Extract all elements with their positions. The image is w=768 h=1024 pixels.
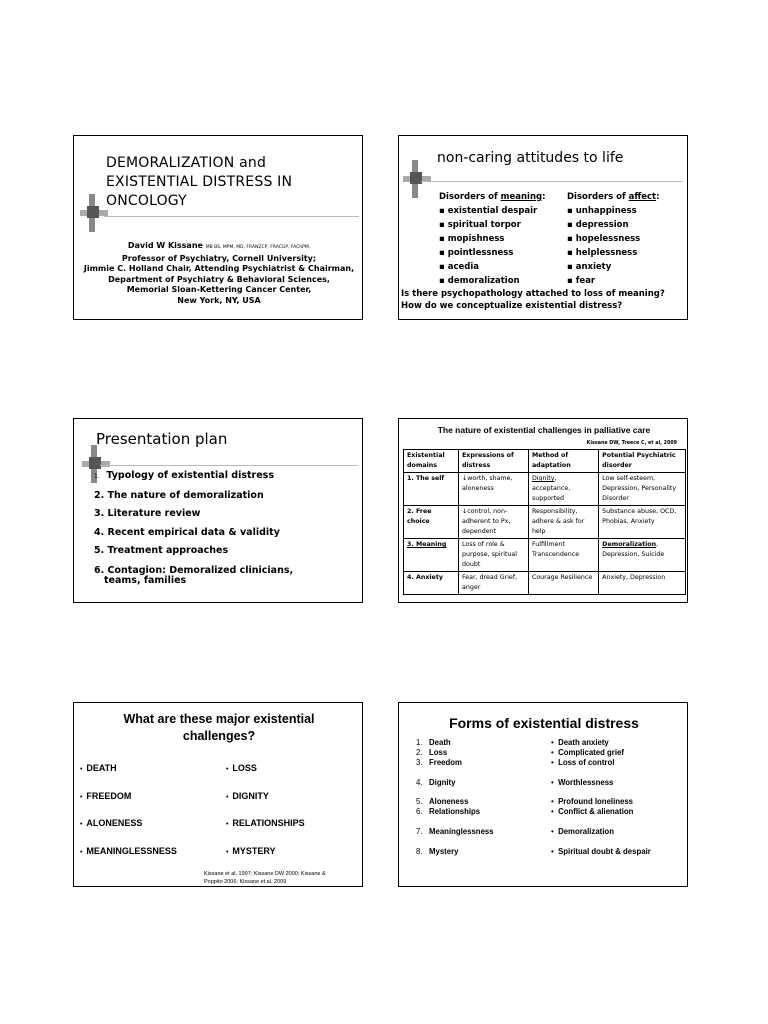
list-item: ▪ existential despair [439,204,546,218]
list-item [416,847,459,857]
list-item: ▪ pointlessness [439,246,546,260]
cell-text: Courage Resilience [531,574,593,581]
slide-forms-of-distress [398,702,688,887]
author-affiliation: Department of Psychiatry & Behavioral Sciences, [108,274,330,284]
header-text: : [542,192,546,202]
table-cell: 4. Anxiety [404,572,459,595]
question-text: Is there psychopathology attached to loss of meaning? [401,289,665,299]
list-item: ▪ helplessness [567,246,660,260]
table-cell [528,539,598,572]
list-item: ▪ hopelessness [567,232,660,246]
plan-list [94,467,293,586]
table-header-cell: Existential domains [404,450,459,473]
item-number: 6. [416,807,423,816]
question-text: How do we conceptualize existential distress? [401,301,623,311]
table-cell [599,539,686,572]
item-number: 8. [416,847,423,856]
underlined-text: Demoralization [602,541,657,548]
list-item: • Complicated grief [551,748,624,758]
table-row [404,539,686,572]
title-line: challenges? [182,729,256,743]
table-row [404,473,686,506]
author-affiliation: New York, NY, USA [177,295,261,305]
list-item: ▪ depression [567,218,660,232]
cell-text: Anxiety, Depression [602,574,666,581]
title-line: What are these major existential [123,712,315,726]
table-cell: 2. Free choice [404,506,459,539]
list-item: • LOSS [226,763,257,773]
item-number: 2. [416,748,423,757]
list-item: • FREEDOM [80,791,131,801]
underlined-text: Dignity [531,475,555,482]
underlined-text: 3. Meaning [407,541,447,548]
affect-disorders-list [567,190,660,288]
item-number: 7. [416,827,423,836]
list-item: ▪ anxiety [567,260,660,274]
reference-text: Poppito 2006; Kissane et al, 2009 [204,878,287,885]
author-affiliation: Jimmie C. Holland Chair, Attending Psychiatrist & Chairman, [83,264,355,273]
item-text: Mystery [429,847,459,856]
header-text: : [656,192,660,202]
item-text: Aloneness [429,797,469,806]
table-cell [404,539,459,572]
list-item: • Demoralization [551,827,614,837]
author-affiliation: Memorial Sloan-Kettering Cancer Center, [126,285,312,294]
slide-title-text [106,154,346,211]
slide-existential-challenges-table [398,418,688,603]
list-item: • Spiritual doubt & despair [551,847,651,857]
list-item: • Conflict & alienation [551,807,633,817]
cell-text: Fulfillment Transcendence [531,541,580,558]
list-item: ▪ unhappiness [567,204,660,218]
list-item: • Death anxiety [551,738,609,748]
list-item: 4. Recent empirical data & validity [94,526,280,538]
item-number: 1. [416,738,423,747]
list-item: • Profound loneliness [551,797,633,807]
title-line: EXISTENTIAL DISTRESS IN [106,174,293,190]
list-item [416,738,451,748]
item-text: Meaninglessness [429,827,494,836]
slide-title-text: non-caring attitudes to life [437,150,624,166]
table-cell: Loss of role & purpose, spiritual doubt [459,539,529,572]
table-cell: 1. The self [404,473,459,506]
list-item: ▪ fear [567,274,660,288]
item-text: Death [429,738,451,747]
header-text: Disorders of [567,192,629,202]
list-item: • ALONENESS [80,818,142,828]
author-degrees: MB BS, MPM, MD, FRANZCP, FRACGP, FAChPM. [205,245,311,250]
author-name: David W Kissane [127,241,203,250]
item-text: Freedom [429,758,462,767]
table-header-cell: Potential Psychiatric disorder [599,450,686,473]
header-text: Disorders of [439,192,501,202]
slide-title-text: Presentation plan [96,430,228,448]
table-cell [528,506,598,539]
slide-title [73,135,363,320]
divider [104,216,359,217]
slide-non-caring-attitudes [398,135,688,320]
list-item [416,758,462,768]
table-cell [599,572,686,595]
table-header-cell: Expressions of distress [459,450,529,473]
table-cell [528,572,598,595]
table-row [404,506,686,539]
list-item: 5. Treatment approaches [94,545,229,556]
list-item: • DEATH [80,763,117,773]
list-item: • Loss of control [551,758,614,768]
list-item: ▪ mopishness [439,232,546,246]
item-text: teams, families [104,574,187,586]
decorative-cross-icon [403,160,433,200]
divider [100,465,358,466]
meaning-disorders-list [439,190,546,288]
author-block [74,241,363,306]
item-number: 5. [416,797,423,806]
slide-title-text: The nature of existential challenges in palliative care [437,425,651,435]
table-cell [599,473,686,506]
item-text: Typology of existential distress [106,470,274,481]
header-keyword: affect [628,192,657,202]
table-row [404,572,686,595]
reference-text: Kissane et al, 1997; Kissane DW 2000; Kissane & [204,871,326,877]
header-keyword: meaning [500,192,543,202]
list-item [94,566,293,586]
item-number: 4. [416,778,423,787]
title-line: ONCOLOGY [106,193,187,209]
cell-text: Responsibility, adhere & ask for help [531,508,585,535]
table-header-cell: Method of adaptation [528,450,598,473]
list-item: 2. The nature of demoralization [94,489,264,501]
title-line: DEMORALIZATION and [106,155,267,171]
list-item: • DIGNITY [226,791,269,801]
item-text: Dignity [429,778,456,787]
list-item: • Worthlessness [551,778,613,788]
cell-text: , Depression, Suicide [602,541,665,558]
list-item: • RELATIONSHIPS [226,818,305,828]
table-cell [599,506,686,539]
author-affiliation: Professor of Psychiatry, Cornell University; [121,253,317,263]
cell-text: Low self-esteem, Depression, Personality Disorder [602,475,677,502]
table-cell: ↓worth, shame, aloneness [459,473,529,506]
item-number: 1. [94,473,100,480]
list-item [94,467,293,487]
challenges-table [403,449,686,595]
table-header-row [404,450,686,473]
item-text: Loss [429,748,448,757]
list-item: ▪ demoralization [439,274,546,288]
citation: Kissane DW, Treece C, et al, 2009 [586,441,677,446]
cell-text: Substance abuse, OCD, Phobias, Anxiety [602,508,677,525]
list-item: • MEANINGLESSNESS [80,846,177,856]
list-item: ▪ spiritual torpor [439,218,546,232]
table-cell [528,473,598,506]
divider [421,181,683,182]
list-item [416,748,447,758]
item-number: 3. [416,758,423,767]
item-text: Relationships [429,807,481,816]
item-text: 6. Contagion: Demoralized clinicians, [94,564,294,576]
slide-presentation-plan [73,418,363,603]
list-item: 3. Literature review [94,508,201,519]
slide-major-challenges [73,702,363,887]
list-item: • MYSTERY [226,846,276,856]
cell-text: , acceptance, supported [531,475,571,502]
list-item [416,797,468,807]
list-item: ▪ acedia [439,260,546,274]
references [204,871,326,886]
table-cell: Fear, dread Grief, anger [459,572,529,595]
list-item [416,807,480,817]
table-cell: ↓control, non-adherent to Px, dependent [459,506,529,539]
list-item [416,827,494,837]
slide-title-text [74,711,363,745]
questions [401,288,665,312]
list-item [416,778,455,788]
slide-title-text: Forms of existential distress [449,715,639,731]
